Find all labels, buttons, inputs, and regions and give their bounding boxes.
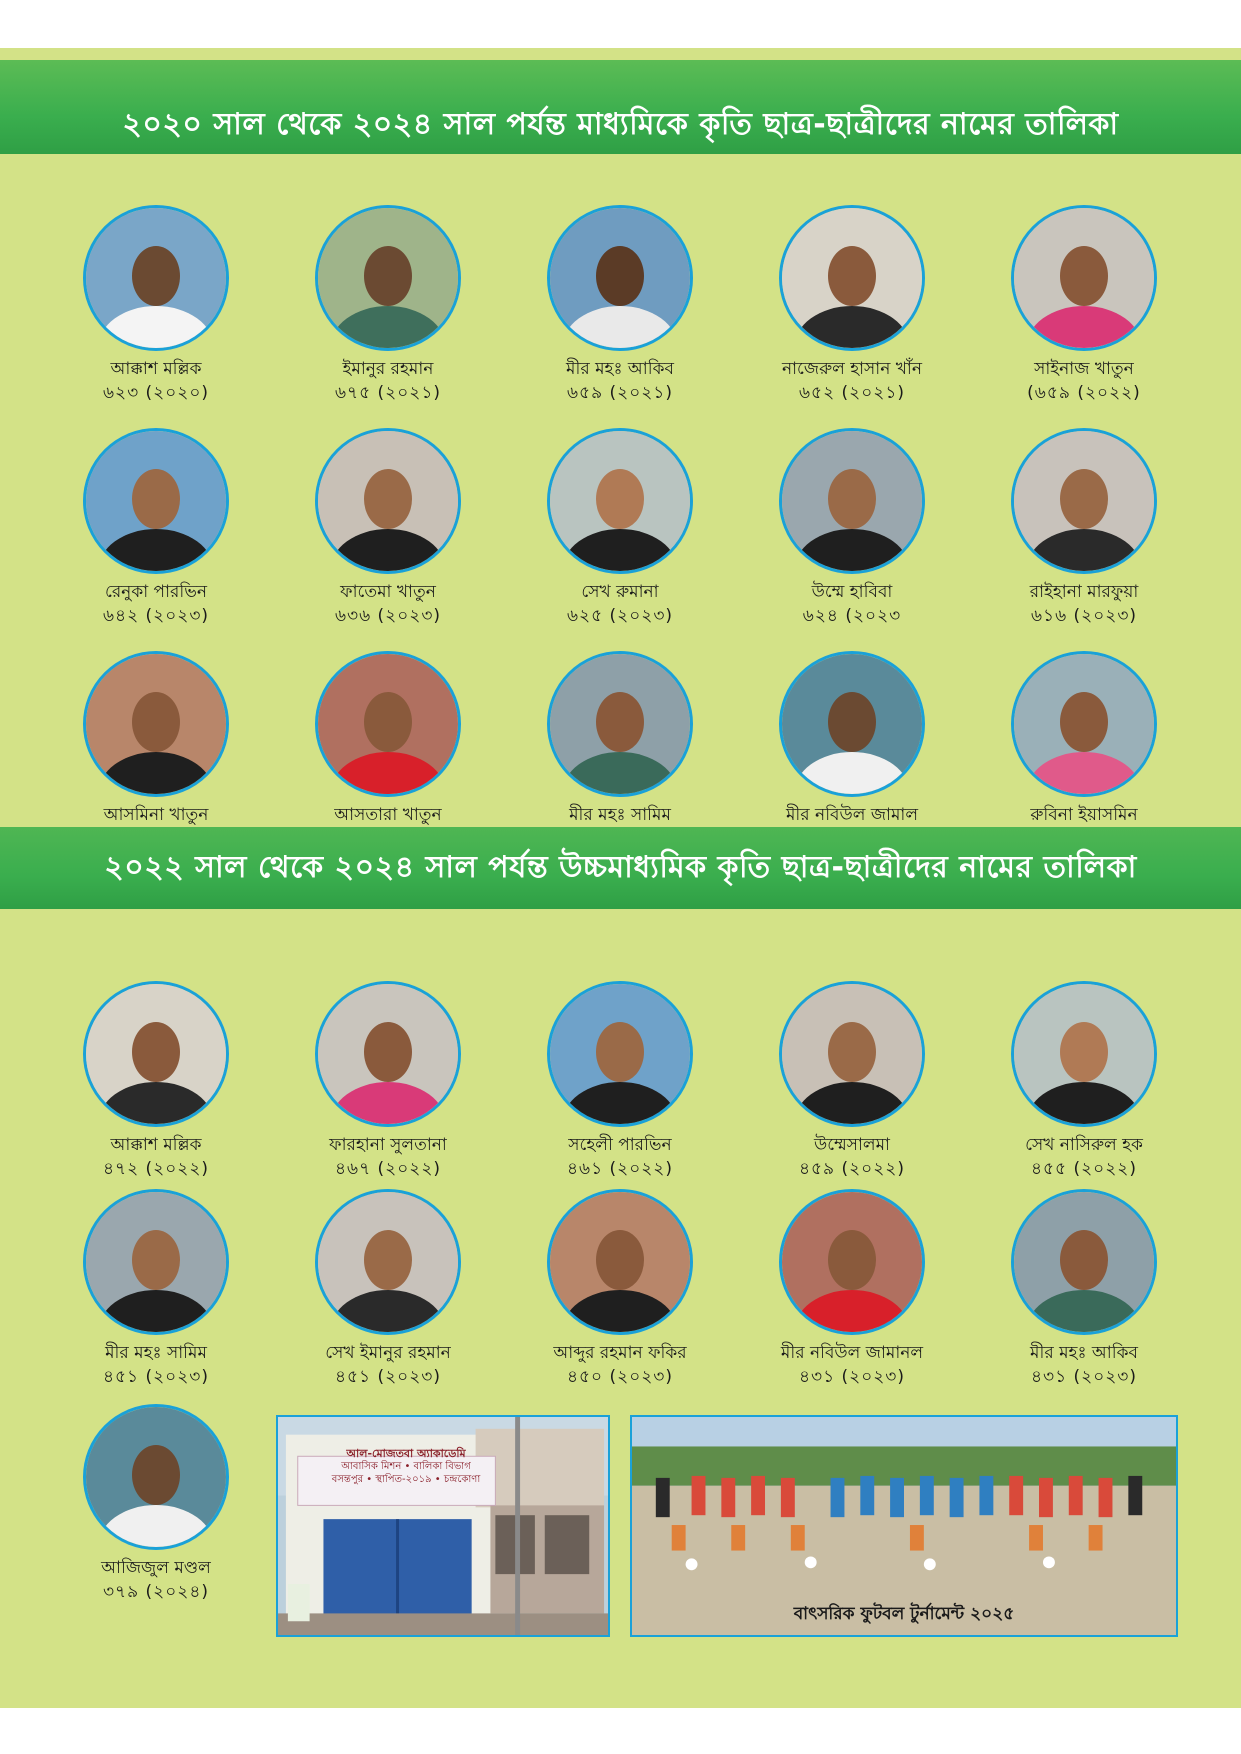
student-score: ৬৩৬ (২০২৩) [334,606,442,626]
student-name: উম্মেসালমা [814,1135,890,1155]
student-score: (৬৫৯ (২০২২) [1027,383,1141,403]
student-name: আজিজুল মণ্ডল [101,1558,211,1578]
student-name: মীর নবিউল জামাল [785,805,919,825]
student-photo [315,1189,461,1335]
student-name: সেখ নাসিরুল হক [1025,1135,1143,1155]
student-score: ৪৫১ (২০২৩) [103,1367,209,1387]
student-card [40,428,272,628]
section2-banner [0,827,1241,909]
student-photo [779,205,925,351]
student-card [736,651,968,851]
section1-title: ২০২০ সাল থেকে ২০২৪ সাল পর্যন্ত মাধ্যমিকে কৃতি ছাত্র-ছাত্রীদের নামের তালিকা [122,106,1119,142]
student-photo [83,1404,229,1550]
student-score: ৪৬৭ (২০২২) [334,1159,442,1179]
student-photo [83,651,229,797]
student-name: মীর মহঃ সামিম [569,805,671,825]
student-score: ৪৩১ (২০২৩) [1031,1367,1137,1387]
student-name: সেখ রুমানা [581,582,659,602]
student-name: রুবিনা ইয়াসমিন [1030,805,1138,825]
section1-row2 [40,428,1200,628]
student-name: রাইহানা মারফুয়া [1029,582,1139,602]
student-name: সহেলী পারভিন [568,1135,672,1155]
student-name: মীর নবিউল জামানল [780,1343,924,1363]
student-score: ৬৭৫ (২০২১) [335,383,441,403]
student-photo [315,981,461,1127]
student-photo [315,428,461,574]
student-card [40,651,272,851]
student-name: ফারহানা সুলতানা [329,1135,447,1155]
student-photo [315,651,461,797]
student-card [272,981,504,1181]
student-photo [547,1189,693,1335]
academy-sign-name: আল-মোজতবা অ্যাকাডেমি [346,1447,466,1460]
student-card [968,428,1200,628]
section1-row3 [40,651,1200,851]
student-photo [779,1189,925,1335]
student-photo [1011,205,1157,351]
student-card [504,1189,736,1389]
student-photo [1011,981,1157,1127]
student-name: মীর মহঃ সামিম [105,1343,207,1363]
student-score: ৬৫২ (২০২১) [799,383,905,403]
student-name: আসতারা খাতুন [334,805,442,825]
student-card [968,1189,1200,1389]
student-name: মীর মহঃ আকিব [1030,1343,1138,1363]
student-score: ৬২৪ (২০২৩ [802,606,902,626]
student-score: ৬৫৯ (২০২১) [567,383,673,403]
student-photo [1011,1189,1157,1335]
student-name: রেনুকা পারভিন [104,582,208,602]
student-name: নাজেরুল হাসান খাঁন [781,359,923,379]
football-tournament-photo [630,1415,1178,1637]
student-photo [779,981,925,1127]
student-photo [315,205,461,351]
student-card [40,1404,272,1604]
student-name: আক্কাশ মল্লিক [110,1135,202,1155]
student-card [272,205,504,405]
student-name: সাইনাজ খাতুন [1034,359,1134,379]
student-photo [83,981,229,1127]
student-card [40,1189,272,1389]
student-score: ৪৫১ (২০২৩) [335,1367,441,1387]
section2-row1 [40,981,1200,1181]
student-score: ৬২৫ (২০২৩) [566,606,674,626]
student-score: ৪৫০ (২০২৩) [567,1367,673,1387]
student-score: ৪৩১ (২০২৩) [799,1367,905,1387]
student-card [736,205,968,405]
student-photo [1011,651,1157,797]
student-card [504,651,736,851]
student-name: আসমিনা খাতুন [103,805,209,825]
student-card [40,981,272,1181]
student-photo [779,651,925,797]
student-card [968,651,1200,851]
student-score: ৬৪২ (২০২৩) [102,606,210,626]
tournament-caption: বাৎসরিক ফুটবল টুর্নামেন্ট ২০২৫ [793,1604,1015,1624]
section2-title: ২০২২ সাল থেকে ২০২৪ সাল পর্যন্ত উচ্চমাধ্যমিক কৃতি ছাত্র-ছাত্রীদের নামের তালিকা [104,849,1137,885]
student-card [504,981,736,1181]
student-card [736,428,968,628]
student-name: উম্মে হাবিবা [811,582,893,602]
student-photo [83,205,229,351]
student-card [968,981,1200,1181]
student-score: ৪৫৯ (২০২২) [799,1159,905,1179]
academy-sign-line2: আবাসিক মিশন • বালিকা বিভাগ [341,1461,471,1472]
student-card [968,205,1200,405]
section1-row1 [40,205,1200,405]
student-photo [83,1189,229,1335]
student-photo [547,981,693,1127]
section2-row2 [40,1189,1200,1389]
student-card [272,651,504,851]
student-name: মীর মহঃ আকিব [566,359,674,379]
academy-sign [306,1447,506,1486]
student-photo [547,651,693,797]
student-photo [1011,428,1157,574]
academy-sign-line3: বসন্তপুর • স্থাপিত-২০১৯ • চন্দ্রকোণা [331,1474,481,1485]
section1-banner [0,60,1241,154]
academy-building-photo [276,1415,610,1637]
student-score: ৪৫৫ (২০২২) [1031,1159,1137,1179]
student-score: ৬১৬ (২০২৩) [1030,606,1138,626]
student-name: আক্কাশ মল্লিক [110,359,202,379]
student-score: ৪৬১ (২০২২) [567,1159,673,1179]
student-name: আব্দুর রহমান ফকির [553,1343,687,1363]
student-photo [547,205,693,351]
student-score: ৩৭৯ (২০২৪) [103,1582,209,1602]
student-card [40,205,272,405]
student-photo [547,428,693,574]
student-card [272,1189,504,1389]
student-card [504,428,736,628]
student-photo [779,428,925,574]
student-card [736,981,968,1181]
student-card [504,205,736,405]
student-score: ৪৭২ (২০২২) [102,1159,210,1179]
student-score: ৬২৩ (২০২০) [102,383,210,403]
student-name: ইমানুর রহমান [342,359,434,379]
student-photo [83,428,229,574]
student-name: সেখ ইমানুর রহমান [325,1343,451,1363]
student-card [272,428,504,628]
student-name: ফাতেমা খাতুন [340,582,436,602]
student-card [736,1189,968,1389]
